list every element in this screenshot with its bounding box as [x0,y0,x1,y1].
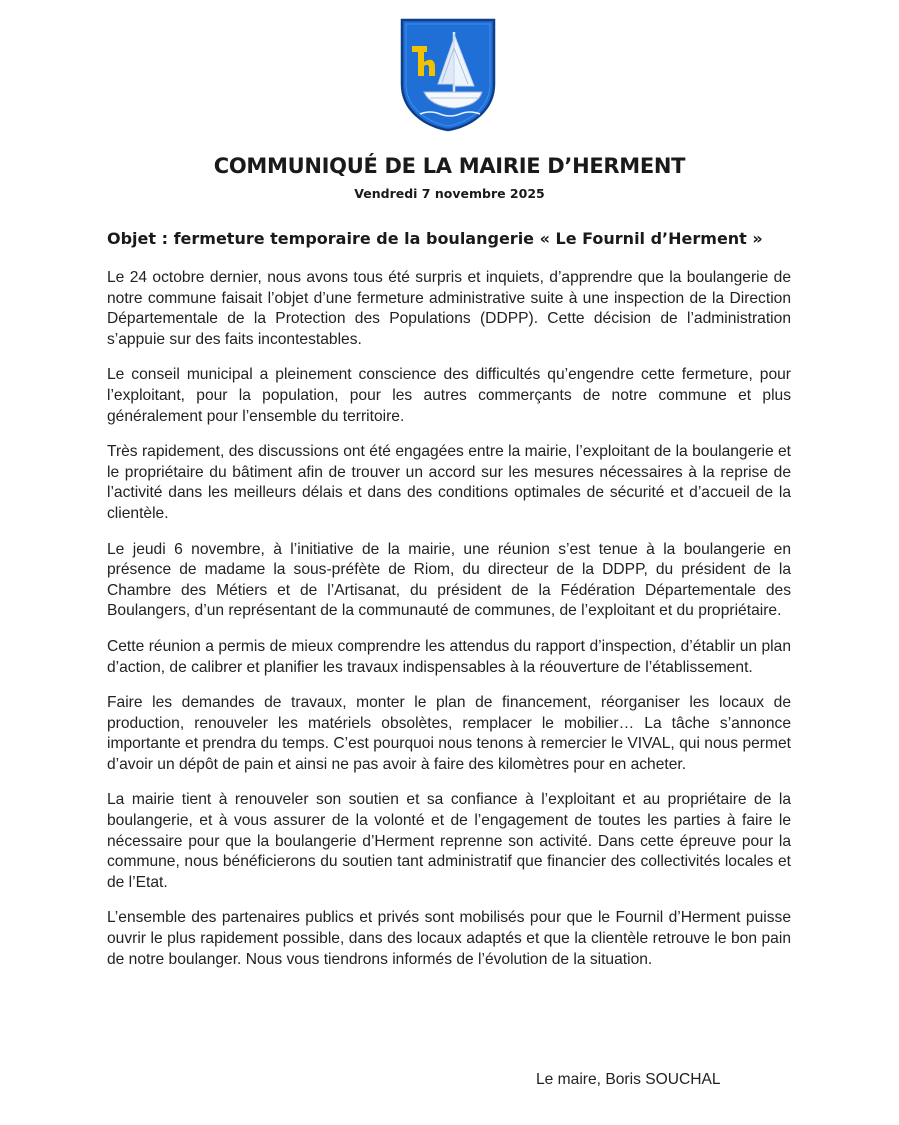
body-paragraph: Le 24 octobre dernier, nous avons tous été surpris et inquiets, d’apprendre que la boulangerie de notre commune faisait l’objet d’une fermeture administrative suite à une inspection de la Direction Départementale de la Protection des Populations (DDPP). Cette décision de l’administration s’appuie sur des faits incontestables. [107,269,791,348]
coat-of-arms-logo [400,18,496,132]
letter-body [107,268,791,985]
body-paragraph: Très rapidement, des discussions ont été engagées entre la mairie, l’exploitant de la boulangerie et le propriétaire du bâtiment afin de trouver un accord sur les mesures nécessaires à la reprise de l’activité dans les meilleurs délais et dans des conditions optimales de sécurité et d’accueil de la clientèle. [107,443,791,522]
subject-line: Objet : fermeture temporaire de la boulangerie « Le Fournil d’Herment » [107,229,763,248]
body-paragraph: Le conseil municipal a pleinement conscience des difficultés qu’engendre cette fermeture, pour l’exploitant, pour la population, pour les autres commerçants de notre commune et plus généralement pour l’ensemble du territoire. [107,366,791,425]
page-title: COMMUNIQUÉ DE LA MAIRIE D’HERMENT [213,154,686,178]
signature: Le maire, Boris SOUCHAL [536,1071,721,1088]
issue-date: Vendredi 7 novembre 2025 [354,186,545,201]
body-paragraph: Faire les demandes de travaux, monter le plan de financement, réorganiser les locaux de production, renouveler les matériels obsolètes, remplacer le mobilier… La tâche s’annonce importante et prendra du temps. C’est pourquoi nous tenons à remercier le VIVAL, qui nous permet d’avoir un dépôt de pain et ainsi ne pas avoir à faire des kilomètres pour en acheter. [107,694,791,773]
body-paragraph: L’ensemble des partenaires publics et privés sont mobilisés pour que le Fournil d’Herment puisse ouvrir le plus rapidement possible, dans des locaux adaptés et que la clientèle retrouve le bon pain de notre boulanger. Nous vous tiendrons informés de l’évolution de la situation. [107,909,791,968]
body-paragraph: Le jeudi 6 novembre, à l’initiative de la mairie, une réunion s’est tenue à la boulangerie en présence de madame la sous-préfète de Riom, du directeur de la DDPP, du président de la Chambre des Métiers et de l’Artisanat, du président de la Fédération Départementale des Boulangers, d’un représentant de la communauté de communes, de l’exploitant et du propriétaire. [107,540,791,620]
body-paragraph: Cette réunion a permis de mieux comprendre les attendus du rapport d’inspection, d’établir un plan d’action, de calibrer et planifier les travaux indispensables à la réouverture de l’établissement. [107,637,791,676]
body-paragraph: La mairie tient à renouveler son soutien et sa confiance à l’exploitant et au propriétaire de la boulangerie, et à vous assurer de la volonté et de l’engagement de toutes les parties à faire le nécessaire pour que la boulangerie d’Herment reprenne son activité. Dans cette épreuve pour la commune, nous bénéficierons du soutien tant administratif que financier des collectivités locales et de l’Etat. [107,791,791,891]
